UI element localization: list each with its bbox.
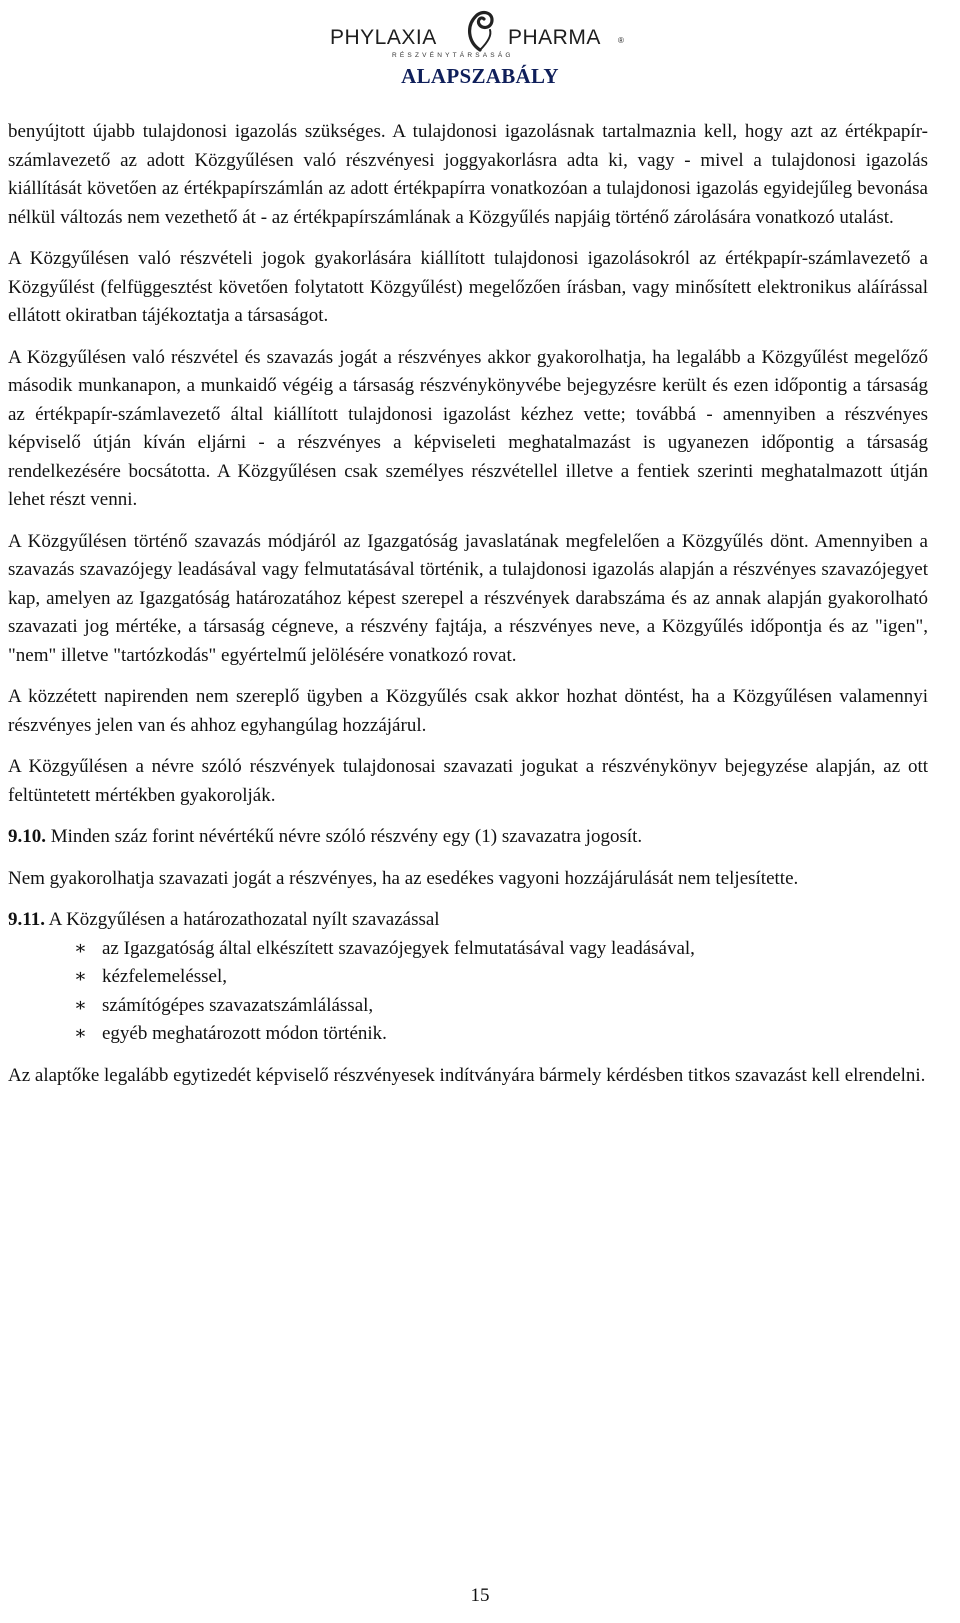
asterisk-bullet-icon: ∗ xyxy=(74,1023,87,1044)
paragraph: A közzétett napirenden nem szereplő ügyben a Közgyűlés csak akkor hozhat döntést, ha a Közgyűlésen valamennyi részvényes jelen van és ahhoz egyhangúlag hozzájárul. xyxy=(8,686,928,736)
section-text: A Közgyűlésen a határozathozatal nyílt szavazással xyxy=(44,909,440,930)
company-logo xyxy=(0,6,960,66)
section-number: 9.11. xyxy=(8,909,45,930)
registered-mark: ® xyxy=(618,36,624,45)
list-item: ∗ egyéb meghatározott módon történik. xyxy=(74,1020,928,1049)
logo-text-left: PHYLAXIA xyxy=(330,26,437,49)
paragraph: benyújtott újabb tulajdonosi igazolás szükséges. A tulajdonosi igazolásnak tartalmaznia kell, hogy azt az értékpapír-számlavezető az adott Közgyűlésen való részvényesi joggyakorlásra adta ki, vagy - mivel a tulajdonosi igazolás kiállítását követően az értékpapírszámlán az adott értékpapírra vonatkozóan a tulajdonosi igazolás egyidejűleg bevonása nélkül változás nem vezethető át - az értékpapírszámlának a Közgyűlés napjáig történő zárolására vonatkozó utalást. xyxy=(8,121,928,228)
section-text: Minden száz forint névértékű névre szóló részvény egy (1) szavazatra jogosít. xyxy=(46,826,643,847)
asterisk-bullet-icon: ∗ xyxy=(74,937,87,959)
list-item: ∗ kézfelemeléssel, xyxy=(74,963,928,992)
paragraph: Az alaptőke legalább egytizedét képviselő részvényesek indítványára bármely kérdésben titkos szavazást kell elrendelni. xyxy=(8,1064,926,1086)
logo-text-right: PHARMA xyxy=(508,26,601,49)
list-item: ∗ az Igazgatóság által elkészített szavazójegyek felmutatásával vagy leadásával, xyxy=(74,935,928,964)
logo-subtitle: RÉSZVÉNYTÁRSASÁG xyxy=(392,52,514,59)
document-title: ALAPSZABÁLY xyxy=(401,64,559,88)
section-number: 9.10. xyxy=(8,826,46,847)
paragraph: A Közgyűlésen a névre szóló részvények tulajdonosai szavazati jogukat a részvénykönyv bejegyzése alapján, az ott feltüntetett mértékben gyakorolják. xyxy=(8,756,928,806)
document-body xyxy=(8,118,928,1090)
paragraph: A Közgyűlésen történő szavazás módjáról az Igazgatóság javaslatának megfelelően a Közgyűlés dönt. Amennyiben a szavazás szavazójegy leadásával vagy felmutatásával történik, a tulajdonosi igazolás alapján a részvényes szavazójegyet kap, amelyen az Igazgatóság határozatához képest szerepel a részvények darabszáma és az annak alapján gyakorolható szavazati jog mértéke, a társaság cégneve, a részvény fajtája, a részvényes neve, a Közgyűlés időpontja és az "igen", "nem" illetve "tartózkodás" egyértelmű jelölésére vonatkozó rovat. xyxy=(8,530,928,666)
paragraph: A Közgyűlésen való részvételi jogok gyakorlására kiállított tulajdonosi igazolásokról az értékpapír-számlavezető a Közgyűlést (felfüggesztést követően folytatott Közgyűlést) megelőzően írásban, vagy minősített elektronikus aláírással ellátott okiratban tájékoztatja a társaságot. xyxy=(8,248,928,326)
asterisk-bullet-icon: ∗ xyxy=(74,994,87,1016)
page-header xyxy=(0,0,960,95)
section-9-10 xyxy=(8,823,928,852)
asterisk-bullet-icon: ∗ xyxy=(74,966,87,987)
paragraph: A Közgyűlésen való részvétel és szavazás jogát a részvényes akkor gyakorolhatja, ha legalább a Közgyűlést megelőző második munkanapon, a munkaidő végéig a társaság részvénykönyvébe bejegyzésre került és ezen időpontig a társaság az értékpapír-számlavezető által kiállított tulajdonosi igazolást kézhez vette; továbbá - amennyiben a részvényes képviselő útján kíván eljárni - a részvényes a képviseleti meghatalmazást is ugyanezen időpontig a társaság rendelkezésére bocsátotta. A Közgyűlésen csak személyes részvétellel illetve a fentiek szerinti meghatalmazott útján lehet részt venni. xyxy=(8,346,928,510)
section-9-11 xyxy=(8,906,928,935)
page-number: 15 xyxy=(470,1585,490,1606)
voting-methods-list xyxy=(8,935,928,1049)
logo-swirl-icon xyxy=(462,6,498,52)
list-item: ∗ számítógépes szavazatszámlálással, xyxy=(74,992,928,1021)
paragraph: Nem gyakorolhatja szavazati jogát a részvényes, ha az esedékes vagyoni hozzájárulását nem teljesítette. xyxy=(8,867,799,889)
